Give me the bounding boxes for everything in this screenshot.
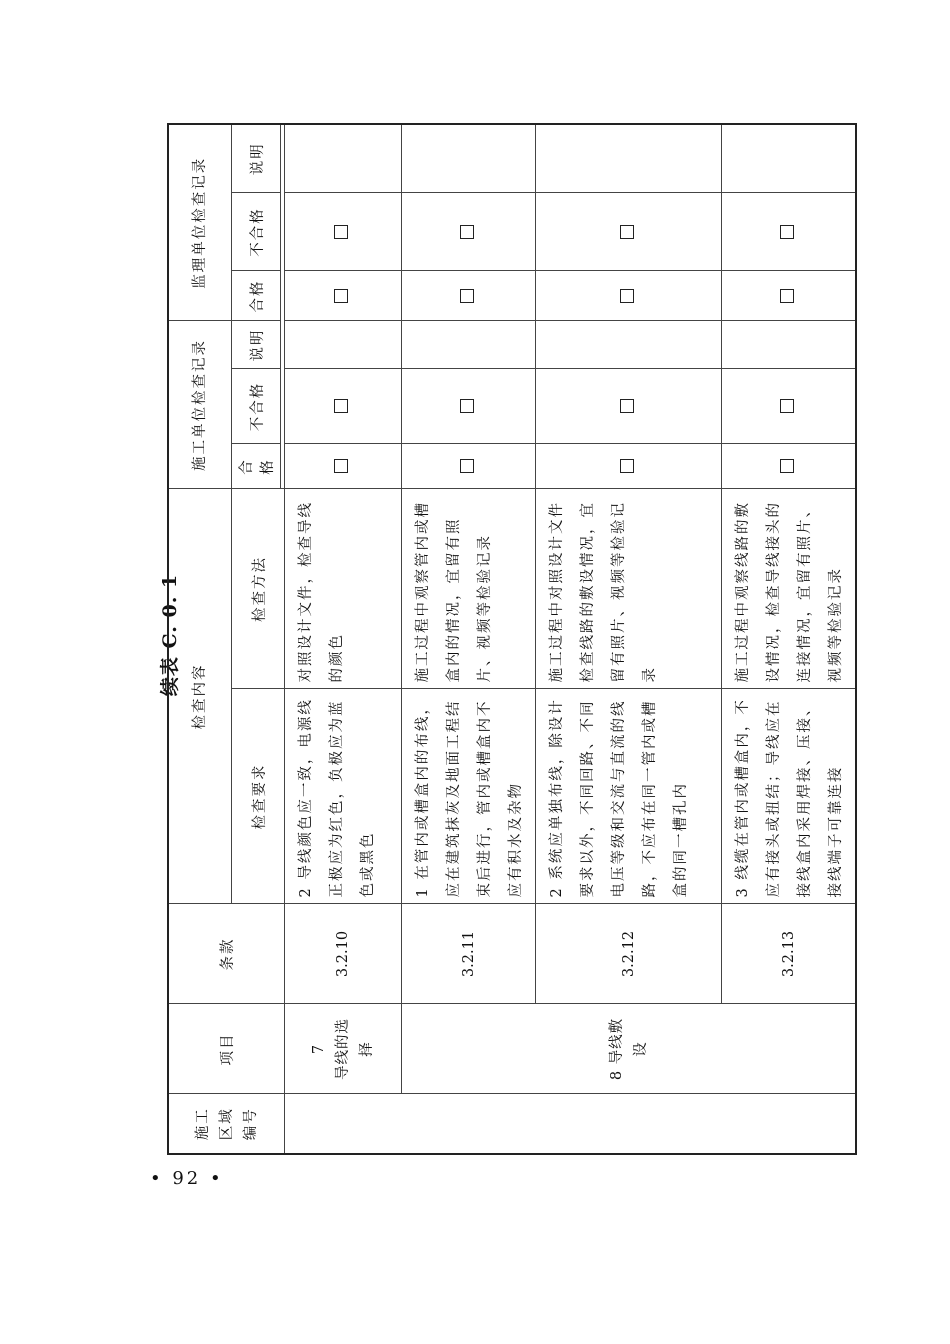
table-row: [402, 124, 536, 1154]
supervision-pass-header: 合格: [232, 271, 281, 321]
project-cell-wire-selection: 7 导线的选择: [285, 1004, 402, 1094]
construction-fail-checkbox[interactable]: [722, 369, 857, 444]
method-cell: 施工过程中观察线路的敷设情况，检查导线接头的连接情况，宜留有照片、视频等检验记录: [722, 489, 857, 689]
requirement-cell: 1 在管内或槽盒内的布线，应在建筑抹灰及地面工程结束后进行，管内或槽盒内不应有积水及杂物: [402, 689, 536, 904]
construction-note-cell[interactable]: [536, 321, 722, 369]
supervision-pass-checkbox[interactable]: [536, 271, 722, 321]
supervision-pass-checkbox[interactable]: [285, 271, 402, 321]
construction-note-cell[interactable]: [402, 321, 536, 369]
zone-cell: [285, 1094, 857, 1154]
supervision-note-cell[interactable]: [402, 124, 536, 193]
project-cell-wire-laying: 8 导线敷设: [402, 1004, 857, 1094]
clause-cell: 3.2.11: [402, 904, 536, 1004]
method-cell: 施工过程中观察管内或槽盒内的情况，宜留有照片、视频等检验记录: [402, 489, 536, 689]
page-number: • 92 •: [150, 1168, 224, 1189]
method-cell: 施工过程中对照设计文件检查线路的敷设情况，宜留有照片、视频等检验记录: [536, 489, 722, 689]
requirement-cell: 3 线缆在管内或槽盒内，不应有接头或扭结；导线应在接线盒内采用焊接、压接、接线端子可靠连接: [722, 689, 857, 904]
supervision-note-cell[interactable]: [722, 124, 857, 193]
supervision-pass-checkbox[interactable]: [402, 271, 536, 321]
construction-fail-checkbox[interactable]: [536, 369, 722, 444]
construction-note-header: 说明: [232, 321, 281, 369]
supervision-note-cell[interactable]: [536, 124, 722, 193]
rotated-page: [150, 115, 844, 1155]
requirement-cell: 2 系统应单独布线，除设计要求以外，不同回路、不同电压等级和交流与直流的线路，不应布在同一管内或槽盒的同一槽孔内: [536, 689, 722, 904]
table-row: [285, 124, 402, 1154]
method-cell: 对照设计文件，检查导线的颜色: [285, 489, 402, 689]
requirement-header: 检查要求: [232, 689, 285, 904]
supervision-fail-checkbox[interactable]: [402, 193, 536, 271]
content-header: 检查内容: [168, 489, 232, 904]
construction-pass-checkbox[interactable]: [285, 444, 402, 489]
construction-pass-checkbox[interactable]: [402, 444, 536, 489]
construction-pass-checkbox[interactable]: [722, 444, 857, 489]
construction-fail-header: 不合格: [232, 369, 281, 444]
clause-cell: 3.2.12: [536, 904, 722, 1004]
clause-header: 条款: [168, 904, 285, 1004]
construction-fail-checkbox[interactable]: [285, 369, 402, 444]
supervision-fail-checkbox[interactable]: [285, 193, 402, 271]
construction-note-cell[interactable]: [285, 321, 402, 369]
zone-header: 施工区域编号: [168, 1094, 285, 1154]
clause-cell: 3.2.10: [285, 904, 402, 1004]
supervision-pass-checkbox[interactable]: [722, 271, 857, 321]
table-title: 续表 C. 0. 1: [159, 573, 181, 697]
clause-cell: 3.2.13: [722, 904, 857, 1004]
supervision-note-header: 说明: [232, 124, 281, 193]
supervision-fail-checkbox[interactable]: [536, 193, 722, 271]
supervision-fail-header: 不合格: [232, 193, 281, 271]
requirement-cell: 2 导线颜色应一致，电源线正极应为红色，负极应为蓝色或黑色: [285, 689, 402, 904]
construction-pass-header: 合格: [232, 444, 281, 489]
supervision-unit-header: 监理单位检查记录: [168, 124, 232, 321]
inspection-table: [167, 123, 857, 1155]
supervision-fail-checkbox[interactable]: [722, 193, 857, 271]
construction-fail-checkbox[interactable]: [402, 369, 536, 444]
table-row: [536, 124, 722, 1154]
construction-note-cell[interactable]: [722, 321, 857, 369]
construction-unit-header: 施工单位检查记录: [168, 321, 232, 489]
construction-pass-checkbox[interactable]: [536, 444, 722, 489]
method-header: 检查方法: [232, 489, 285, 689]
supervision-note-cell[interactable]: [285, 124, 402, 193]
table-row: [722, 124, 857, 1154]
project-header: 项目: [168, 1004, 285, 1094]
